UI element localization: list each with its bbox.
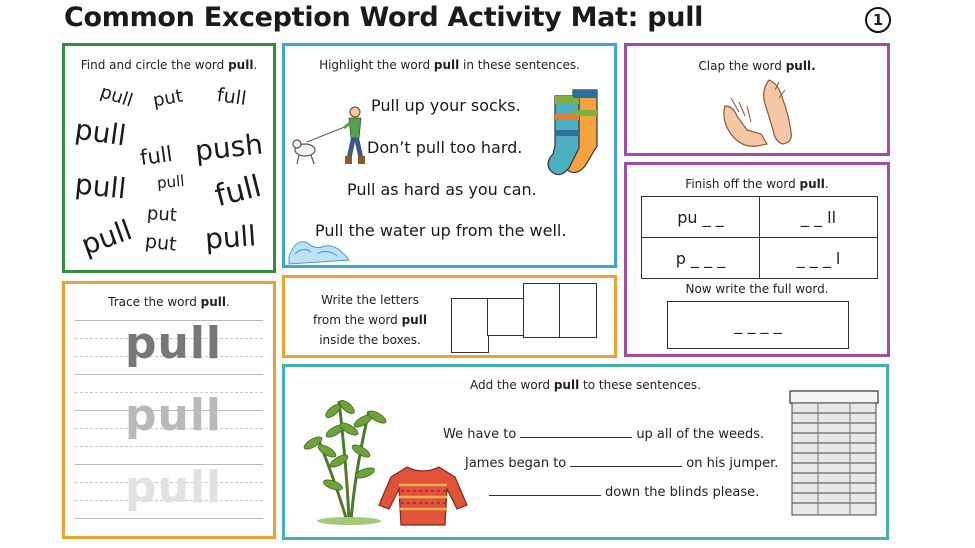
highlight-panel bbox=[282, 43, 617, 268]
finish-word-cell[interactable]: p _ _ _ bbox=[642, 238, 760, 279]
letter-box-1[interactable] bbox=[451, 298, 489, 353]
jumper-illustration bbox=[377, 463, 469, 529]
finish-word-cell[interactable]: _ _ ll bbox=[760, 197, 878, 238]
add-word-instruction: Add the word pull to these sentences. bbox=[469, 378, 702, 392]
clap-panel bbox=[624, 43, 890, 156]
word-option[interactable]: pull bbox=[203, 219, 258, 256]
trace-word-dark[interactable]: pull bbox=[125, 318, 222, 369]
full-word-box[interactable] bbox=[667, 301, 849, 349]
finish-word-panel bbox=[624, 162, 890, 357]
clapping-hands-illustration bbox=[717, 76, 802, 154]
window-blinds-illustration bbox=[788, 389, 880, 519]
answer-blank[interactable] bbox=[489, 485, 601, 496]
finish-instruction: Finish off the word pull. bbox=[685, 177, 829, 191]
trace-panel bbox=[62, 281, 276, 539]
trace-word-medium[interactable]: pull bbox=[125, 390, 222, 441]
word-option[interactable]: put bbox=[151, 85, 185, 112]
water-splash-illustration bbox=[287, 226, 352, 266]
page-number-badge: 1 bbox=[865, 7, 891, 33]
finish-word-cell[interactable]: _ _ _ l bbox=[760, 238, 878, 279]
finish-word-grid bbox=[641, 196, 878, 279]
find-and-circle-panel bbox=[62, 43, 276, 273]
full-word-label: Now write the full word. bbox=[685, 282, 829, 296]
word-option[interactable]: push bbox=[193, 127, 265, 168]
girl-walking-dog-illustration bbox=[289, 104, 369, 174]
fill-sentence-2: James began to on his jumper. bbox=[465, 456, 779, 471]
page-title: Common Exception Word Activity Mat: pull bbox=[64, 2, 704, 33]
word-option[interactable]: pull bbox=[97, 81, 136, 112]
word-option[interactable]: pull bbox=[156, 171, 186, 193]
letter-box-3[interactable] bbox=[523, 283, 561, 338]
word-option[interactable]: pull bbox=[73, 167, 128, 206]
word-option[interactable]: full bbox=[215, 84, 248, 110]
highlight-sentence[interactable]: Pull the water up from the well. bbox=[315, 221, 567, 240]
highlight-sentence[interactable]: Don’t pull too hard. bbox=[367, 138, 523, 157]
word-option[interactable]: put bbox=[143, 230, 178, 256]
answer-blank[interactable] bbox=[570, 456, 682, 467]
highlight-instruction: Highlight the word pull in these sentences. bbox=[319, 58, 580, 72]
word-option[interactable]: full bbox=[138, 141, 174, 171]
finish-word-cell[interactable]: pu _ _ bbox=[642, 197, 760, 238]
word-option[interactable]: put bbox=[146, 202, 178, 227]
answer-blank[interactable] bbox=[520, 427, 632, 438]
full-word-blank: _ _ _ _ bbox=[734, 315, 782, 334]
write-letters-panel bbox=[282, 275, 617, 358]
highlight-sentence[interactable]: Pull up your socks. bbox=[371, 96, 521, 115]
trace-word-light[interactable]: pull bbox=[125, 462, 222, 513]
clap-instruction: Clap the word pull. bbox=[698, 59, 816, 73]
trace-instruction: Trace the word pull. bbox=[108, 295, 230, 309]
fill-sentence-3: down the blinds please. bbox=[485, 485, 759, 500]
socks-illustration bbox=[545, 86, 605, 181]
find-instruction: Find and circle the word pull. bbox=[80, 58, 258, 72]
word-option[interactable]: pull bbox=[72, 112, 129, 153]
add-word-panel bbox=[282, 364, 889, 540]
letter-box-2[interactable] bbox=[487, 298, 525, 336]
word-option[interactable]: pull bbox=[76, 213, 137, 262]
highlight-sentence[interactable]: Pull as hard as you can. bbox=[347, 180, 537, 199]
write-letters-instruction: Write the letters from the word pull inside the boxes. bbox=[313, 293, 427, 347]
letter-box-4[interactable] bbox=[559, 283, 597, 338]
word-option[interactable]: full bbox=[211, 168, 265, 215]
fill-sentence-1: We have to up all of the weeds. bbox=[443, 427, 765, 442]
